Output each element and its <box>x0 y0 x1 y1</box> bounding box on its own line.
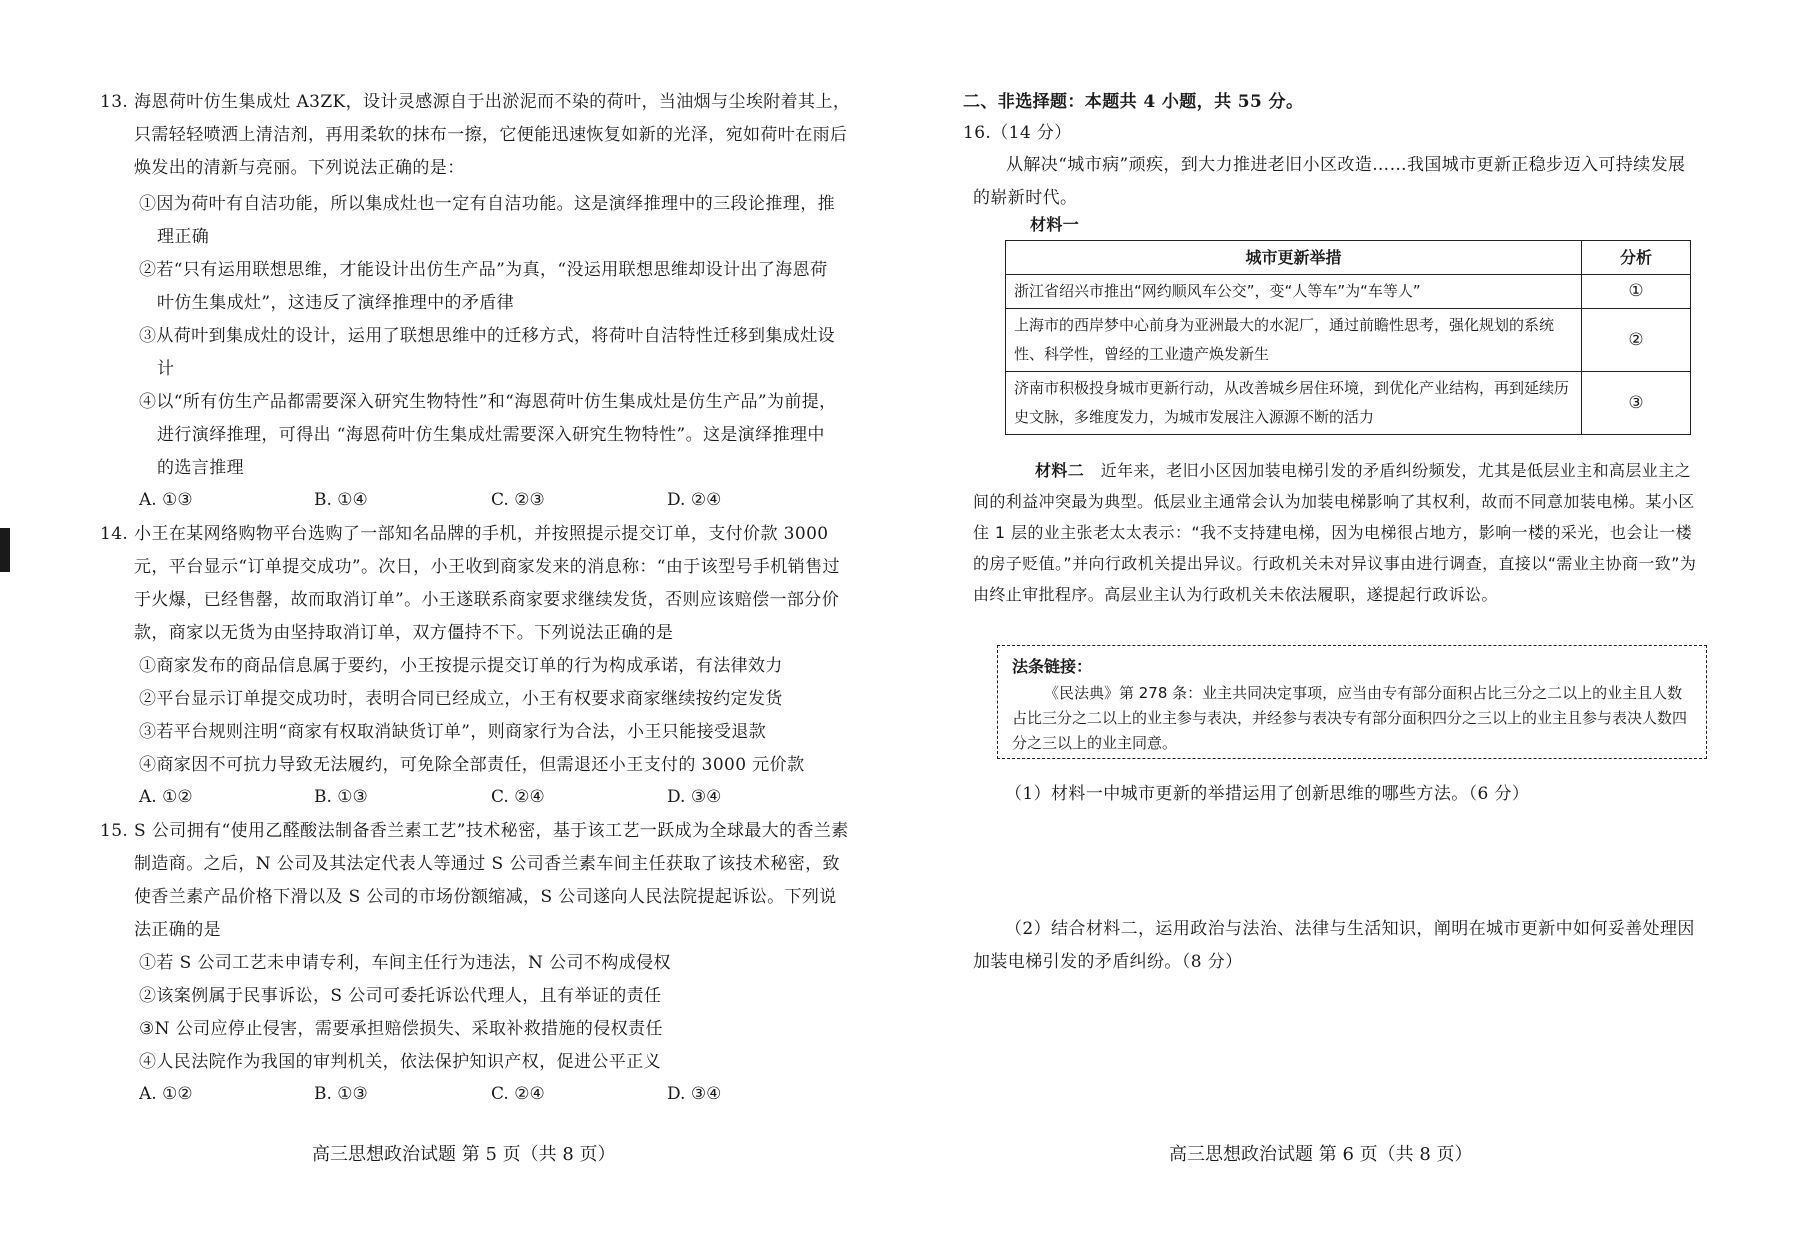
q14-option-d: D. ③④ <box>667 787 722 807</box>
q13-item-1: ①因为荷叶有自洁功能，所以集成灶也一定有自洁功能。这是演绎推理中的三段论推理，推理正确 <box>139 194 835 247</box>
q13-stem: 13. 海恩荷叶仿生集成灶 A3ZK，设计灵感源自于出淤泥而不染的荷叶，当油烟与尘埃附着其上，只需轻轻喷洒上清洁剂，再用柔软的抹布一擦，它便能迅速恢复如新的光泽，宛如荷叶在雨后焕发出的清新与亮丽。下列说法正确的是： <box>100 92 851 178</box>
q15-item-4: ④人民法院作为我国的审判机关，依法保护知识产权，促进公平正义 <box>139 1052 661 1072</box>
q14-item-2: ②平台显示订单提交成功时，表明合同已经成立，小王有权要求商家继续按约定发货 <box>139 689 783 709</box>
table-row <box>1006 309 1691 372</box>
q14-options <box>139 782 821 812</box>
q16-sub2: （2）结合材料二，运用政治与法治、法律与生活知识，阐明在城市更新中如何妥善处理因加装电梯引发的矛盾纠纷。（8 分） <box>973 919 1695 972</box>
q15-item-3: ③N 公司应停止侵害，需要承担赔偿损失、采取补救措施的侵权责任 <box>139 1019 663 1039</box>
material2-label: 材料二 <box>1035 461 1085 480</box>
q13-options <box>139 485 821 515</box>
table-header-row <box>1006 241 1691 275</box>
q15-item-2: ②该案例属于民事诉讼，S 公司可委托诉讼代理人，且有举证的责任 <box>139 986 662 1006</box>
law-link-box <box>997 645 1707 759</box>
q15-option-d: D. ③④ <box>667 1084 722 1104</box>
q13-option-b: B. ①④ <box>314 490 368 510</box>
q14-item-4: ④商家因不可抗力导致无法履约，可免除全部责任，但需退还小王支付的 3000 元价款 <box>139 755 805 775</box>
table-header-analysis: 分析 <box>1582 241 1691 275</box>
q13-item-2: ②若“只有运用联想思维，才能设计出仿生产品”为真，“没运用联想思维却设计出了海恩荷叶仿生集成灶”，这违反了演绎推理中的矛盾律 <box>139 260 828 313</box>
q16-sub1: （1）材料一中城市更新的举措运用了创新思维的哪些方法。（6 分） <box>1005 784 1530 804</box>
table-cell-analysis: ② <box>1582 309 1691 372</box>
table-cell-analysis: ③ <box>1582 372 1691 435</box>
material1-label: 材料一 <box>1030 215 1080 234</box>
q14-item-1: ①商家发布的商品信息属于要约，小王按提示提交订单的行为构成承诺，有法律效力 <box>139 656 783 676</box>
q15-option-a: A. ①② <box>139 1084 193 1104</box>
law-link-text: 《民法典》第 278 条：业主共同决定事项，应当由专有部分面积占比三分之二以上的业主且人数占比三分之二以上的业主参与表决，并经参与表决专有部分面积四分之三以上的业主且参与表决人数四分之三以上的业主同意。 <box>1012 684 1688 752</box>
q16-label: 16.（14 分） <box>963 123 1072 143</box>
q13-option-a: A. ①③ <box>139 490 193 510</box>
q13-item-4: ④以“所有仿生产品都需要深入研究生物特性”和“海恩荷叶仿生集成灶是仿生产品”为前提，进行演绎推理，可得出 “海恩荷叶仿生集成灶需要深入研究生物特性”。这是演绎推理中的选言推理 <box>139 392 837 478</box>
q15-stem: 15. S 公司拥有“使用乙醛酸法制备香兰素工艺”技术秘密，基于该工艺一跃成为全球最大的香兰素制造商。之后，N 公司及其法定代表人等通过 S 公司香兰素车间主任获取了该技术秘密，致使香兰素产品价格下滑以及 S 公司的市场份额缩减，S 公司遂向人民法院提起诉讼。下列说法正确的是 <box>100 821 849 940</box>
table-cell-measure: 济南市积极投身城市更新行动，从改善城乡居住环境，到优化产业结构，再到延续历史文脉，多维度发力，为城市发展注入源源不断的活力 <box>1006 372 1582 435</box>
table-header-measure: 城市更新举措 <box>1006 241 1582 275</box>
q13-item-3: ③从荷叶到集成灶的设计，运用了联想思维中的迁移方式，将荷叶自洁特性迁移到集成灶设计 <box>139 326 835 379</box>
table-cell-measure: 上海市的西岸梦中心前身为亚洲最大的水泥厂，通过前瞻性思考，强化规划的系统性、科学性，曾经的工业遗产焕发新生 <box>1006 309 1582 372</box>
measures-table <box>1005 240 1691 435</box>
table-cell-measure: 浙江省绍兴市推出“网约顺风车公交”，变“人等车”为“车等人” <box>1006 275 1582 309</box>
q13-option-d: D. ②④ <box>667 490 722 510</box>
q14-item-3: ③若平台规则注明“商家有权取消缺货订单”，则商家行为合法，小王只能接受退款 <box>139 722 767 742</box>
binding-mark <box>0 528 10 572</box>
q14-option-c: C. ②④ <box>491 787 545 807</box>
q14-stem: 14. 小王在某网络购物平台选购了一部知名品牌的手机，并按照提示提交订单，支付价款 3000元，平台显示“订单提交成功”。次日，小王收到商家发来的消息称：“由于该型号手机销售过于火爆，已经售罄，故而取消订单”。小王遂联系商家要求继续发货，否则应该赔偿一部分价款，商家以无货为由坚持取消订单，双方僵持不下。下列说法正确的是 <box>100 524 840 643</box>
law-link-title: 法条链接： <box>1012 657 1093 676</box>
q15-options <box>139 1079 821 1109</box>
material2-text <box>973 455 1697 610</box>
table-cell-analysis: ① <box>1582 275 1691 309</box>
section-title: 二、非选择题：本题共 4 小题，共 55 分。 <box>963 92 1304 112</box>
table-row <box>1006 275 1691 309</box>
q15-option-c: C. ②④ <box>491 1084 545 1104</box>
page-footer-right: 高三思想政治试题 第 6 页（共 8 页） <box>1169 1144 1473 1165</box>
page-footer-left: 高三思想政治试题 第 5 页（共 8 页） <box>312 1144 616 1165</box>
q15-item-1: ①若 S 公司工艺未申请专利，车间主任行为违法，N 公司不构成侵权 <box>139 953 671 973</box>
q13-option-c: C. ②③ <box>491 490 545 510</box>
right-page <box>907 0 1814 1252</box>
material2-body: 近年来，老旧小区因加装电梯引发的矛盾纠纷频发，尤其是低层业主和高层业主之间的利益冲突最为典型。低层业主通常会认为加装电梯影响了其权利，故而不同意加装电梯。某小区住 1 层的业主张老太太表示：“我不支持建电梯，因为电梯很占地方，影响一楼的采光，也会让一楼的房子贬值。”并向行政机关提出异议。行政机关未对异议事由进行调查，直接以“需业主协商一致”为由终止审批程序。高层业主认为行政机关未依法履职，遂提起行政诉讼。 <box>973 461 1697 604</box>
table-row <box>1006 372 1691 435</box>
q14-option-a: A. ①② <box>139 787 193 807</box>
q14-option-b: B. ①③ <box>314 787 368 807</box>
q15-option-b: B. ①③ <box>314 1084 368 1104</box>
q16-intro: 从解决“城市病”顽疾，到大力推进老旧小区改造……我国城市更新正稳步迈入可持续发展的崭新时代。 <box>973 155 1686 208</box>
